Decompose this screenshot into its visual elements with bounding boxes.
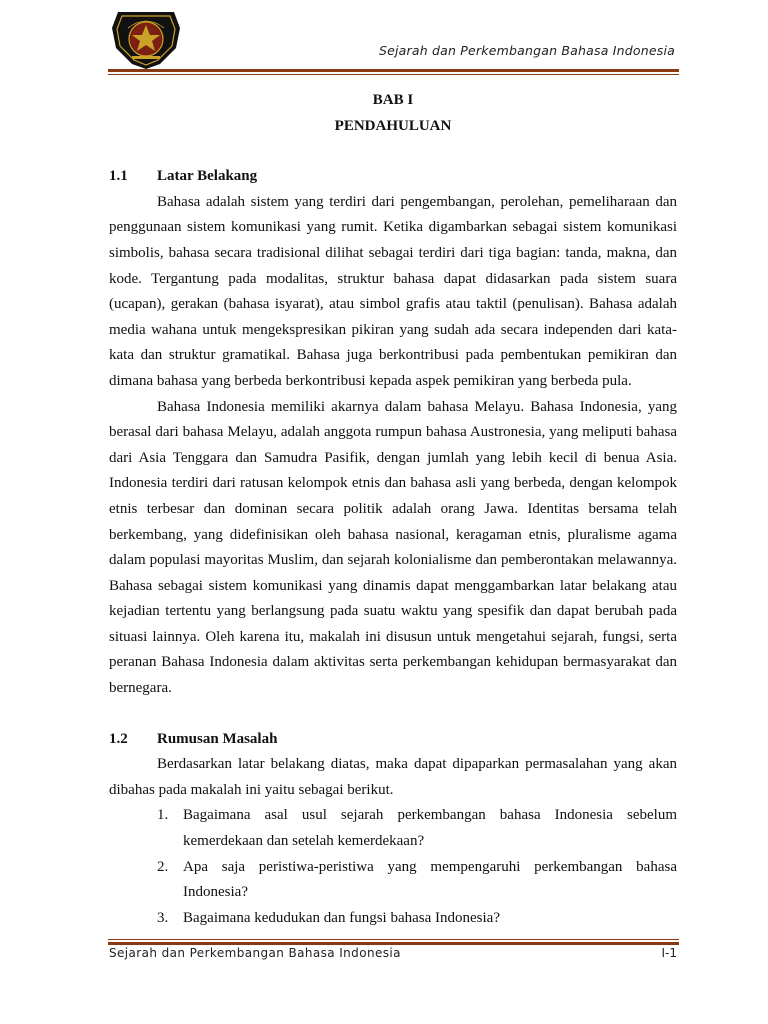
list-text: Bagaimana asal usul sejarah perkembangan bahasa Indonesia sebelum kemerdekaan dan setelah kemerdekaan? [183, 807, 677, 850]
list-text: Bagaimana kedudukan dan fungsi bahasa Indonesia? [183, 909, 500, 926]
list-text: Apa saja peristiwa-peristiwa yang mempengaruhi perkembangan bahasa Indonesia? [183, 858, 677, 901]
list-item [157, 855, 677, 906]
page-number: I-1 [661, 946, 677, 960]
problem-list [109, 803, 677, 931]
list-item [157, 803, 677, 854]
footer-rule [108, 942, 679, 945]
list-number: 3. [157, 909, 169, 926]
list-number: 2. [157, 858, 169, 875]
section-heading [109, 164, 677, 190]
section-heading [109, 727, 677, 753]
section-title: Rumusan Masalah [157, 730, 278, 747]
chapter-title: PENDAHULUAN [334, 117, 452, 134]
section-title: Latar Belakang [157, 168, 258, 185]
footer-rule-thin [108, 939, 679, 940]
paragraph: Berdasarkan latar belakang diatas, maka dapat dipaparkan permasalahan yang akan dibahas pada makalah ini yaitu sebagai berikut. [109, 756, 677, 798]
page-body [109, 88, 677, 931]
paragraph: Bahasa Indonesia memiliki akarnya dalam bahasa Melayu. Bahasa Indonesia, yang berasal dari bahasa Melayu, adalah anggota rumpun bahasa Austronesia, yang meliputi bahasa dari Asia Tenggara dan Samudra Pasifik, dengan jumlah yang lebih kecil di benua Asia. Indonesia terdiri dari ratusan kelompok etnis dan bahasa asli yang berbeda, dengan kelompok etnis terbesar dan dominan secara politik adalah orang Jawa. Identitas bersama telah berkembang, yang didefinisikan oleh bahasa nasional, keragaman etnis, pluralisme agama dalam populasi mayoritas Muslim, dan sejarah kolonialisme dan pemberontakan melawannya. Bahasa sebagai sistem komunikasi yang dinamis dapat menggambarkan latar belakang atau kejadian tertentu yang berlangsung pada suatu waktu yang spesifik dan dapat berubah pada situasi lainnya. Oleh karena itu, makalah ini disusun untuk mengetahui sejarah, fungsi, serta peranan Bahasa Indonesia dalam aktivitas serta perkembangan kehidupan bermasyarakat dan bernegara. [109, 398, 677, 697]
header-rule-thin [108, 74, 679, 75]
section-number: 1.1 [109, 168, 128, 185]
list-item [157, 906, 677, 932]
list-number: 1. [157, 807, 169, 824]
university-seal-icon [110, 6, 182, 72]
running-footer-title: Sejarah dan Perkembangan Bahasa Indonesia [109, 946, 401, 960]
section-number: 1.2 [109, 730, 128, 747]
chapter-label: BAB I [372, 92, 414, 108]
running-header-title: Sejarah dan Perkembangan Bahasa Indonesia [378, 43, 675, 58]
header-rule [108, 69, 679, 72]
paragraph: Bahasa adalah sistem yang terdiri dari pengembangan, perolehan, pemeliharaan dan penggunaan sistem komunikasi yang rumit. Ketika digambarkan sebagai sistem komunikasi simbolis, bahasa secara tradisional dilihat sebagai terdiri dari tiga bagian: tanda, makna, dan kode. Tergantung pada modalitas, struktur bahasa dapat didasarkan pada sistem suara (ucapan), gerakan (bahasa isyarat), atau simbol grafis atau taktil (penulisan). Bahasa adalah media wahana untuk mengekspresikan pikiran yang sudah ada secara independen dari kata-kata dan struktur gramatikal. Bahasa juga berkontribusi pada pembentukan pemikiran dan dimana bahasa yang berbeda berkontribusi kepada aspek pemikiran yang berbeda pula. [109, 193, 677, 389]
